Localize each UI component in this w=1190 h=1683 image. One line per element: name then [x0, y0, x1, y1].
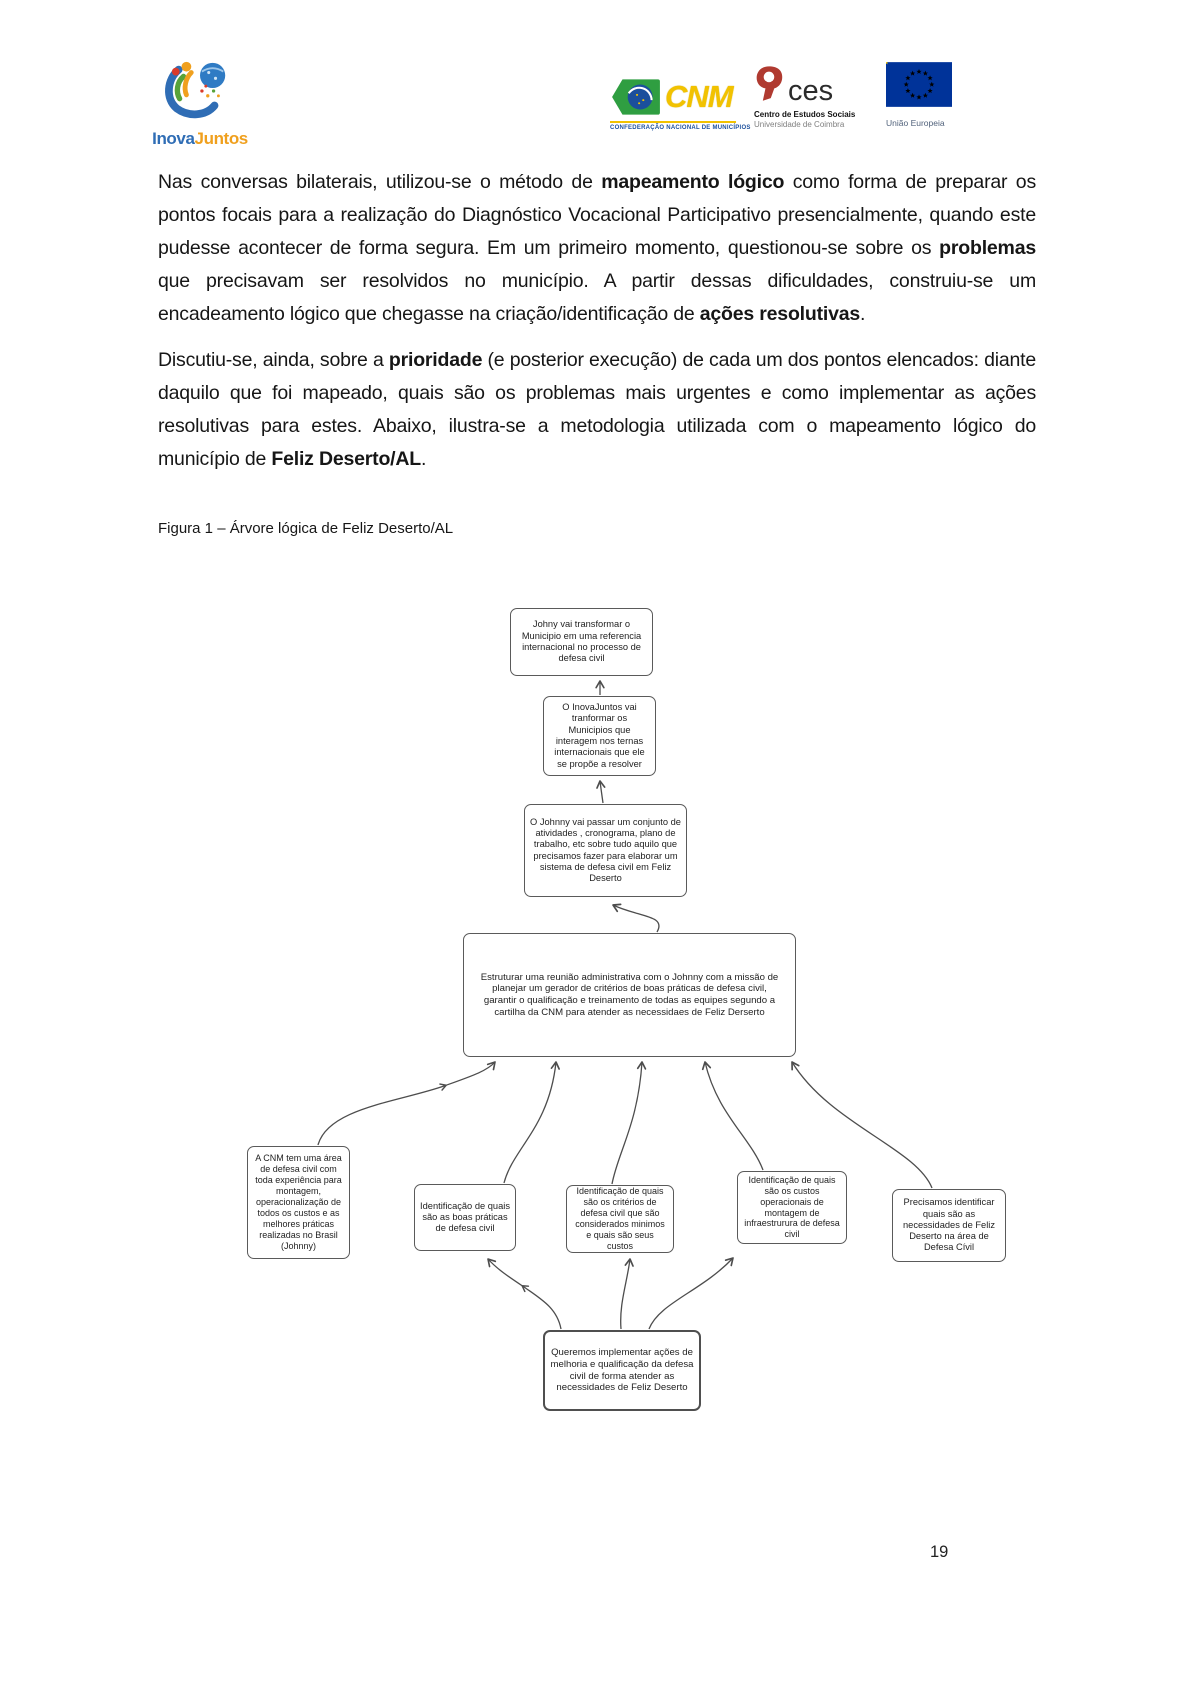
paragraph-2-text: Discutiu-se, ainda, sobre a [158, 349, 389, 371]
bold-feliz-deserto: Feliz Deserto/AL [271, 448, 421, 470]
paragraph-1-text: Nas conversas bilaterais, utilizou-se o método de [158, 171, 602, 193]
figure-caption: Figura 1 – Árvore lógica de Feliz Deserto/AL [158, 520, 454, 537]
ces-acronym: ces [788, 74, 834, 107]
arrow-e2-to-d [504, 1062, 556, 1183]
flow-node-reuniao-administrativa: Estruturar uma reunião administrativa com o Johnny com a missão de planejar um gerador de critérios de boas práticas de defesa civil, garantir o qualificação e treinamento de todas as equipes segundo a cartilha da CNM para atender as necessidaes de Feliz Derserto [463, 933, 796, 1057]
arrow-c-to-b [600, 781, 603, 803]
flow-node-inovajuntos: O InovaJuntos vai tranformar os Municipios que interagem nos ternas internacionais que ele se propõe a resolver [543, 696, 656, 776]
bold-prioridade: prioridade [388, 349, 483, 371]
arrow-e5-to-d [792, 1062, 932, 1188]
flow-node-acoes-melhoria: Queremos implementar ações de melhoria e qualificação da defesa civil de forma atender as necessidades de Feliz Deserto [543, 1330, 701, 1411]
arrow-e3-to-d [612, 1062, 642, 1184]
eu-label: União Europeia [886, 118, 945, 128]
flow-node-criterios-minimos: Identificação de quais são os critérios de defesa civil que são considerados minimos e quais são seus custos [566, 1185, 674, 1253]
arrow-f-to-e4 [649, 1258, 733, 1329]
cnm-acronym: CNM [665, 79, 733, 114]
arrow-d-to-c [613, 905, 659, 932]
arrow-e4-to-d [705, 1062, 763, 1170]
flow-node-vision-johny: Johny vai transformar o Municipio em uma referencia internacional no processo de defesa civil [510, 608, 653, 676]
flow-node-boas-praticas: Identificação de quais são as boas práticas de defesa civil [414, 1184, 516, 1251]
ces-line1: Centro de Estudos Sociais [754, 110, 856, 119]
inovajuntos-word-juntos: Juntos [194, 129, 248, 148]
inovajuntos-word-inova: Inova [152, 129, 195, 148]
flow-node-plano-johnny: O Johnny vai passar um conjunto de atividades , cronograma, plano de trabalho, etc sobre tudo aquilo que precisamos fazer para elaborar um sistema de defesa civil em Feliz Deserto [524, 804, 687, 897]
ces-line2: Universidade de Coimbra [754, 120, 845, 129]
arrow-f-to-e2 [488, 1259, 561, 1329]
page-number: 19 [930, 1543, 949, 1561]
paragraph-1: Nas conversas bilaterais, utilizou-se o método de mapeamento lógico como forma de preparar os pontos focais para a realização do Diagnóstico Vocacional Participativo presencialmente, quando este pudesse acontecer de forma segura. Em um primeiro momento, questionou-se sobre os problemas que precisavam ser resolvidos no município. A partir dessas dificuldades, construiu-se um encadeamento lógico que chegasse na criação/identificação de ações resolutivas. [158, 171, 1036, 325]
flow-node-custos-operacionais: Identificação de quais são os custos operacionais de montagem de infraestrurura de defesa civil [737, 1171, 847, 1244]
arrow-e1-to-d [318, 1062, 495, 1145]
flow-node-necessidades-feliz-deserto: Precisamos identificar quais são as necessidades de Feliz Deserto na área de Defesa Cívil [892, 1189, 1006, 1262]
bold-mapeamento-logico: mapeamento lógico [601, 171, 785, 193]
flow-node-cnm-area-defesa: A CNM tem uma área de defesa civil com toda experiência para montagem, operacionalização de todos os custos e as melhores práticas realizadas no Brasil (Johnny) [247, 1146, 350, 1259]
cnm-subtitle: CONFEDERAÇÃO NACIONAL DE MUNICÍPIOS [610, 121, 736, 131]
bold-problemas: problemas [939, 237, 1036, 259]
bold-acoes-resolutivas: ações resolutivas [699, 303, 861, 325]
arrow-f-to-e3 [621, 1259, 630, 1329]
paragraph-2: Discutiu-se, ainda, sobre a prioridade (e posterior execução) de cada um dos pontos elencados: diante daquilo que foi mapeado, quais são os problemas mais urgentes e como implementar as ações resolutivas para estes. Abaixo, ilustra-se a metodologia utilizada com o mapeamento lógico do município de Feliz Deserto/AL. [158, 349, 1036, 470]
